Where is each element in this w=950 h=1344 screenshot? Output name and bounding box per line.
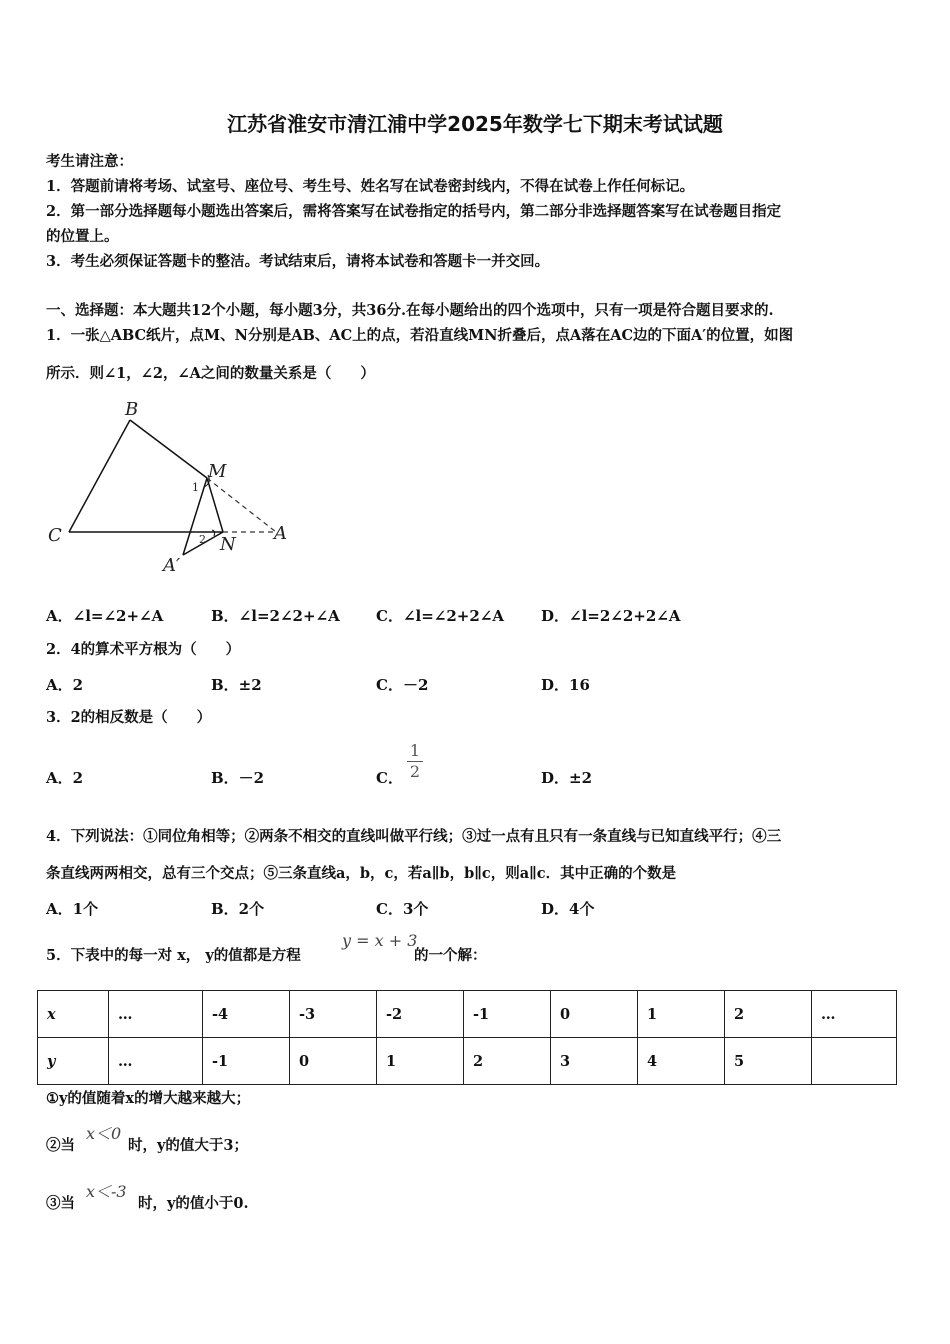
table-cell: -1 [203,1038,290,1085]
table-cell: 3 [551,1038,638,1085]
table-cell: 0 [551,991,638,1038]
table-cell: y [38,1038,109,1085]
notice-line-2a: 2．第一部分选择题每小题选出答案后，需将答案写在试卷指定的括号内，第二部分非选择题答案写在试卷题目指定 [46,203,782,220]
q5-statement-2a: ②当 [46,1137,75,1154]
q5-equation: y = x + 3 [342,931,418,950]
q2-option-d: D．16 [541,676,590,694]
fraction-denominator: 2 [409,762,421,781]
label-n: N [220,534,236,555]
q5-statement-2-condition: x＜0 [86,1124,122,1143]
label-b: B [125,399,139,420]
notice-heading: 考生请注意： [46,153,133,170]
table-cell: 1 [638,991,725,1038]
table-cell: … [109,991,203,1038]
notice-line-1: 1．答题前请将考场、试室号、座位号、考生号、姓名写在试卷密封线内，不得在试卷上作任何标记。 [46,178,695,195]
q5-statement-1: ①y的值随着x的增大越来越大； [46,1090,251,1107]
solution-table [37,990,897,1085]
table-cell: 2 [464,1038,551,1085]
table-cell: x [38,991,109,1038]
q2-stem: 2．4的算术平方根为（ ） [46,641,241,658]
label-a: A [274,523,287,544]
segment-bc [69,420,130,532]
label-angle-2: 2 [199,533,206,546]
angle-2-arc [212,530,215,536]
table-cell [812,1038,897,1085]
q3-option-c: C． [376,769,403,787]
q5-statement-3-condition: x＜-3 [86,1182,127,1201]
q4-option-c: C．3个 [376,900,429,918]
table-cell: 4 [638,1038,725,1085]
q3-option-d: D．±2 [541,769,593,787]
q1-option-c: C．∠l=∠2+2∠A [376,607,504,625]
q3-option-c-fraction [407,742,423,781]
table-cell: -2 [377,991,464,1038]
notice-line-2b: 的位置上。 [46,228,119,245]
q2-option-a: A．2 [46,676,84,694]
section-heading: 一、选择题：本大题共12个小题，每小题3分，共36分.在每小题给出的四个选项中，只有一项是符合题目要求的. [46,302,774,319]
q3-stem: 3．2的相反数是（ ） [46,709,212,726]
label-m: M [208,461,227,482]
q4-stem-line-2: 条直线两两相交，总有三个交点；⑤三条直线a，b，c，若a∥b，b∥c，则a∥c．其中正确的个数是 [46,865,677,882]
label-a-prime: A′ [163,555,181,576]
table-row-y [38,1038,897,1085]
segment-mn [207,478,223,532]
q3-option-b: B．－2 [211,769,265,787]
table-row-x [38,991,897,1038]
page-title: 江苏省淮安市清江浦中学2025年数学七下期末考试试题 [227,112,723,136]
q2-option-b: B．±2 [211,676,262,694]
q5-stem-a: 5．下表中的每一对 x， y的值都是方程 [46,947,301,964]
table-cell: -1 [464,991,551,1038]
table-cell: 0 [290,1038,377,1085]
label-c: C [48,525,62,546]
q5-statement-3b: 时，y的值小于0. [138,1195,249,1212]
q3-option-a: A．2 [46,769,84,787]
label-angle-1: 1 [192,481,199,494]
q1-stem-line-2: 所示．则∠1，∠2，∠A之间的数量关系是（ ） [46,365,375,382]
q1-stem-line-1: 1．一张△ABC纸片，点M、N分别是AB、AC上的点，若沿直线MN折叠后，点A落在AC边的下面A′的位置，如图 [46,327,794,344]
triangle-fold-figure [40,395,300,580]
table-cell: … [812,991,897,1038]
q4-option-b: B．2个 [211,900,265,918]
q1-option-b: B．∠l=2∠2+∠A [211,607,340,625]
q5-stem-b: 的一个解： [414,947,487,964]
q4-option-a: A．1个 [46,900,99,918]
table-cell: … [109,1038,203,1085]
q4-stem-line-1: 4．下列说法：①同位角相等；②两条不相交的直线叫做平行线；③过一点有且只有一条直线与已知直线平行；④三 [46,828,782,845]
q4-option-d: D．4个 [541,900,595,918]
q5-statement-2b: 时，y的值大于3； [128,1137,249,1154]
table-cell: -4 [203,991,290,1038]
q1-option-d: D．∠l=2∠2+2∠A [541,607,681,625]
table-cell: 2 [725,991,812,1038]
table-cell: 5 [725,1038,812,1085]
q5-statement-3a: ③当 [46,1195,75,1212]
q2-option-c: C．－2 [376,676,429,694]
notice-line-3: 3．考生必须保证答题卡的整洁。考试结束后，请将本试卷和答题卡一并交回。 [46,253,550,270]
fraction-numerator: 1 [409,741,421,760]
segment-bm [130,420,207,478]
table-cell: 1 [377,1038,464,1085]
dashed-ma [207,478,276,532]
table-cell: -3 [290,991,377,1038]
q1-option-a: A．∠l=∠2+∠A [46,607,164,625]
